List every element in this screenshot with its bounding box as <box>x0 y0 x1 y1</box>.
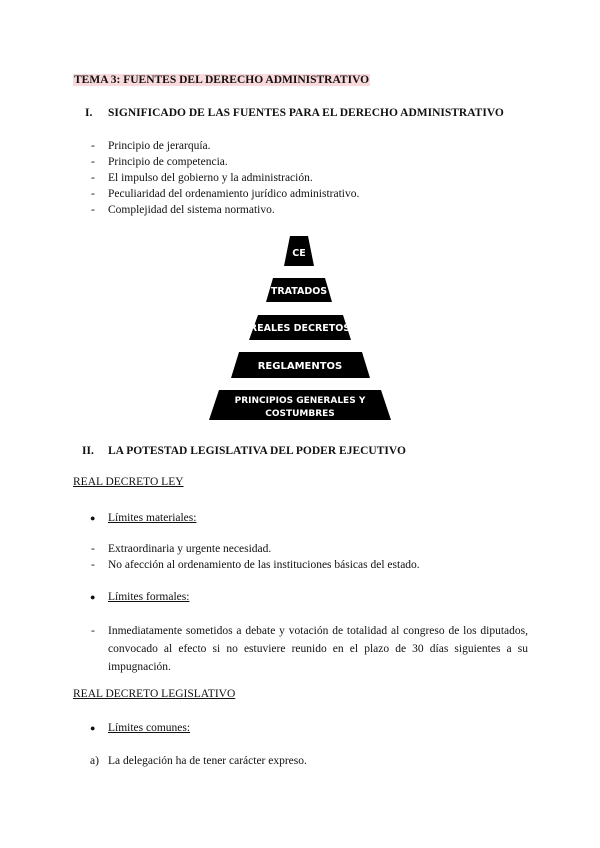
pyramid-label-reales-decretos: REALES DECRETOS <box>249 323 351 334</box>
list-item: La delegación ha de tener carácter expreso. <box>108 755 307 767</box>
section-2-heading: LA POTESTAD LEGISLATIVA DEL PODER EJECUTIVO <box>108 445 406 457</box>
section-1-numeral: I. <box>85 107 93 119</box>
dash-marker: - <box>91 172 95 184</box>
title-highlight: TEMA 3: FUENTES DEL DERECHO ADMINISTRATIVO <box>74 74 370 86</box>
limites-comunes-label: Límites comunes: <box>108 722 191 734</box>
list-item: Extraordinaria y urgente necesidad. <box>108 543 272 555</box>
dash-marker: - <box>91 188 95 200</box>
list-item: Principio de jerarquía. <box>108 140 211 152</box>
item-a-marker: a) <box>90 755 99 767</box>
pyramid-label-reglamentos: REGLAMENTOS <box>257 361 343 372</box>
limites-materiales-label: Límites materiales: <box>108 512 197 524</box>
dash-marker: - <box>91 625 95 637</box>
list-item: Principio de competencia. <box>108 156 228 168</box>
list-item: No afección al ordenamiento de las instituciones básicas del estado. <box>108 559 420 571</box>
hierarchy-pyramid <box>200 232 400 424</box>
dash-marker: - <box>91 140 95 152</box>
rdl-title: REAL DECRETO LEY <box>73 476 184 488</box>
dash-marker: - <box>91 543 95 555</box>
list-item: Peculiaridad del ordenamiento jurídico administrativo. <box>108 188 360 200</box>
dash-marker: - <box>91 559 95 571</box>
section-1-heading: SIGNIFICADO DE LAS FUENTES PARA EL DERECHO ADMINISTRATIVO <box>108 107 504 119</box>
rdleg-title: REAL DECRETO LEGISLATIVO <box>73 688 236 700</box>
pyramid-label-tratados: TRATADOS <box>270 286 328 297</box>
list-item: El impulso del gobierno y la administración. <box>108 172 313 184</box>
limites-formales-paragraph: Inmediatamente sometidos a debate y votación de totalidad al congreso de los diputados, convocado al efecto si no estuviere reunido en el plazo de 30 días siguientes a su impugnación. <box>108 625 528 673</box>
document-title <box>73 73 370 87</box>
list-item: Complejidad del sistema normativo. <box>108 204 275 216</box>
pyramid-label-ce: CE <box>292 248 306 259</box>
limites-formales-label: Límites formales: <box>108 591 190 603</box>
pyramid-label-principios-line2: COSTUMBRES <box>265 409 335 419</box>
bullet-marker: ● <box>90 723 96 733</box>
pyramid-label-principios-line1: PRINCIPIOS GENERALES Y <box>234 396 366 406</box>
dash-marker: - <box>91 204 95 216</box>
section-2-numeral: II. <box>82 445 94 457</box>
dash-marker: - <box>91 156 95 168</box>
bullet-marker: ● <box>90 592 96 602</box>
bullet-marker: ● <box>90 513 96 523</box>
